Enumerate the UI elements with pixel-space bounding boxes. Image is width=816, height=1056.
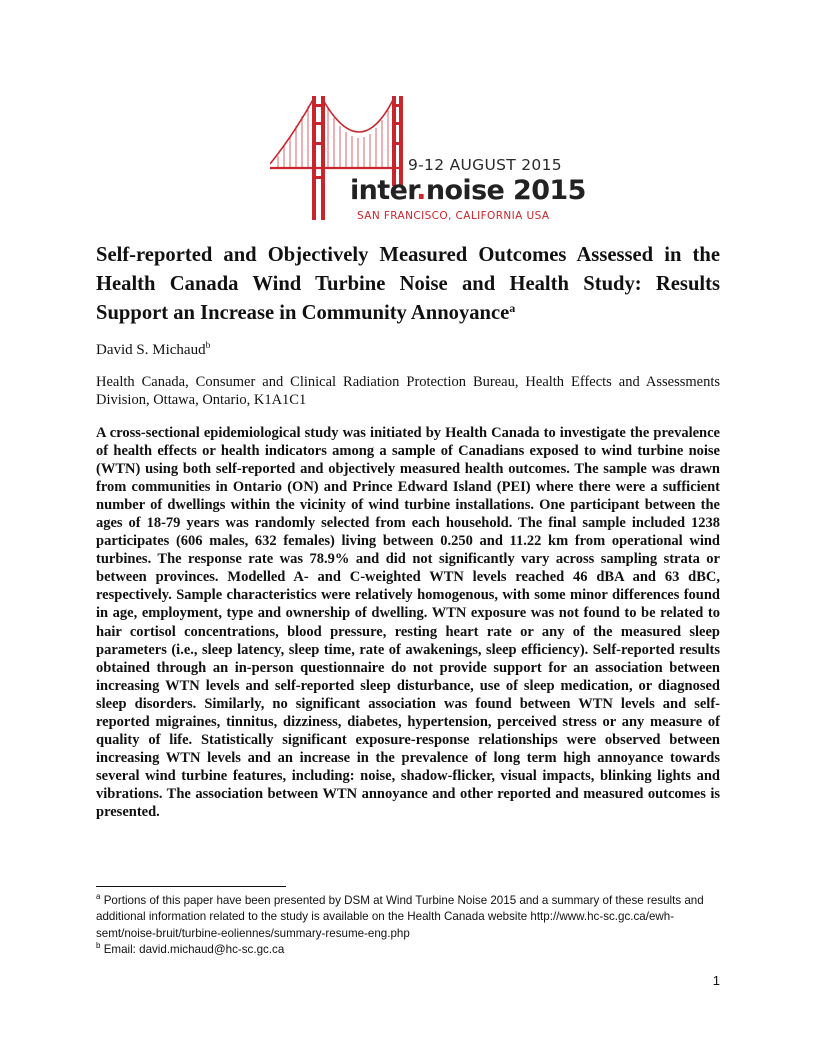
footnote-a-text: Portions of this paper have been presented by DSM at Wind Turbine Noise 2015 and a summary of these results and additional information related to the study is available on the Health Canada website http://www.hc-sc.gc.ca/ewh-semt/noise-bruit/turbine-eoliennes/summary-resume-eng.php [96,894,704,940]
footnotes [96,893,720,958]
footnote-a [96,893,720,942]
abstract-text: A cross-sectional epidemiological study was initiated by Health Canada to investigate the prevalence of health effects or health indicators among a sample of Canadians exposed to wind turbine noise (WTN) using both self-reported and objectively measured health outcomes. The sample was drawn from communities in Ontario (ON) and Prince Edward Island (PEI) where there were a sufficient number of dwellings within the vicinity of wind turbine installations. One participant between the ages of 18-79 years was randomly selected from each household. The final sample included 1238 participates (606 males, 632 females) living between 0.250 and 11.22 km from operational wind turbines. The response rate was 78.9% and did not significantly vary across sampling strata or between provinces. Modelled A- and C-weighted WTN levels reached 46 dBA and 63 dBC, respectively. Sample characteristics were relatively homogenous, with some minor differences found in age, employment, type and ownership of dwelling. WTN exposure was not found to be related to hair cortisol concentrations, blood pressure, resting heart rate or any of the measured sleep parameters (i.e., sleep latency, sleep time, rate of awakenings, sleep efficiency). Self-reported results obtained through an in-person questionnaire do not provide support for an association between increasing WTN levels and self-reported sleep disturbance, use of sleep medication, or diagnosed sleep disorders. Similarly, no significant association was found between WTN levels and self-reported migraines, tinnitus, dizziness, diabetes, hypertension, perceived stress or any measure of quality of life. Statistically significant exposure-response relationships were observed between increasing WTN levels and an increase in the prevalence of long term high annoyance towards several wind turbine features, including: noise, shadow-flicker, visual impacts, blinking lights and vibrations. The association between WTN annoyance and other reported and measured outcomes is presented. [96,425,720,820]
page-number: 1 [712,973,720,988]
footnote-b-text: Email: david.michaud@hc-sc.gc.ca [103,942,285,956]
conference-brand [350,175,586,206]
brand-dot: . [416,175,426,206]
footnote-b-mark: b [96,940,101,950]
footnote-divider [96,886,286,887]
footnote-a-mark: a [96,892,101,901]
conference-logo [270,96,586,232]
brand-part-noise: noise 2015 [425,175,586,206]
conference-date: 9-12 AUGUST 2015 [408,156,562,174]
footnote-b [96,942,720,958]
conference-location: SAN FRANCISCO, CALIFORNIA USA [357,210,550,222]
paper-title-text: Self-reported and Objectively Measured Outcomes Assessed in the Health Canada Wind Turbine Noise and Health Study: Results Support an Increase in Community Annoyance [96,244,720,324]
author-name: David S. Michaud [96,342,206,358]
author-line [96,341,210,359]
author-footnote-mark: b [205,341,211,351]
paper-title [96,241,720,328]
brand-part-inter: inter [350,175,417,206]
author-affiliation: Health Canada, Consumer and Clinical Radiation Protection Bureau, Health Effects and Assessments Division, Ottawa, Ontario, K1A1C1 [96,374,720,408]
title-footnote-mark: a [509,301,516,315]
